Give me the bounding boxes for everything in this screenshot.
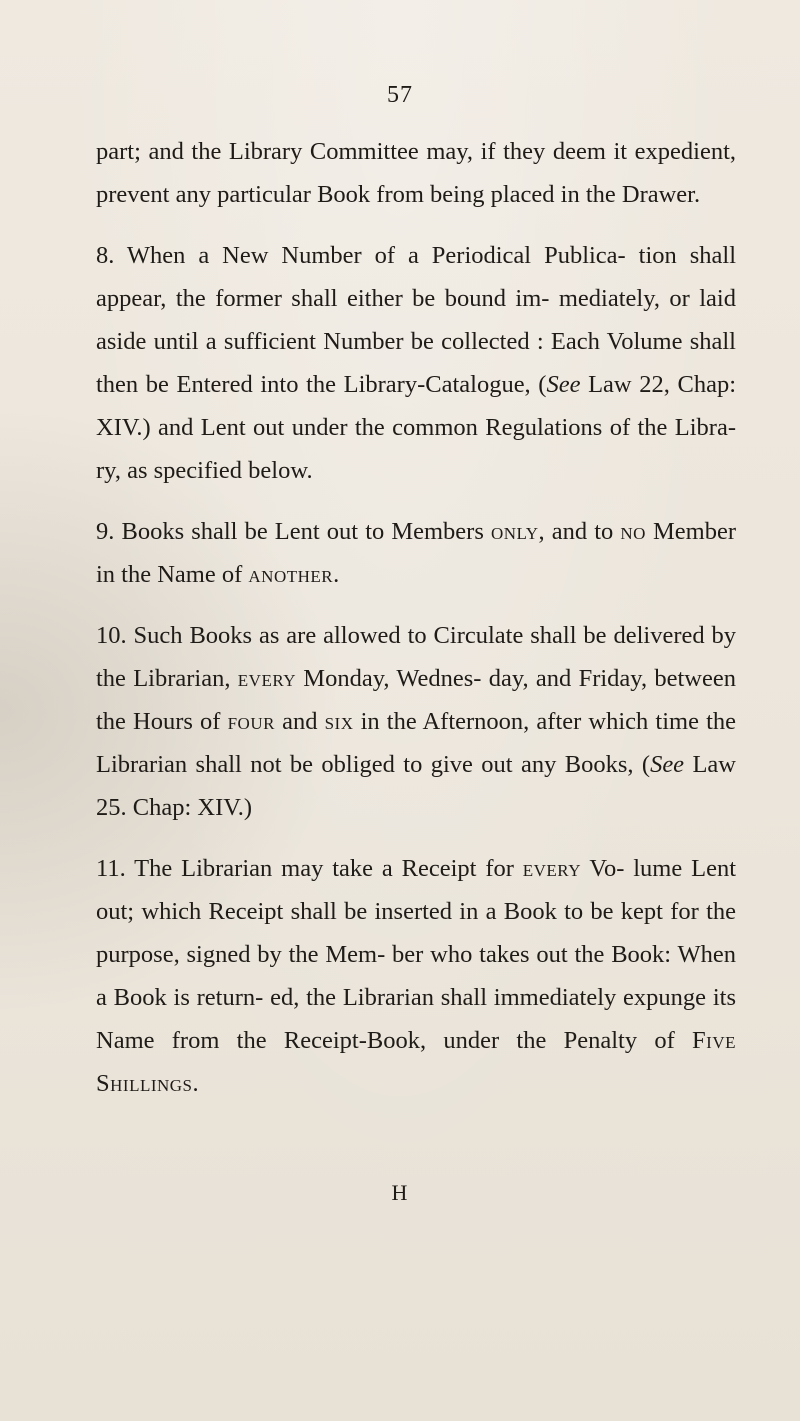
- emphasis-text: every: [237, 665, 297, 692]
- emphasis-text: six: [324, 708, 354, 735]
- emphasis-text: another: [248, 561, 334, 588]
- page-body: [96, 130, 736, 1123]
- see-reference: See: [650, 751, 685, 778]
- paragraph-text: Monday, Wednes- day, and Friday, between the Hours of: [96, 665, 736, 735]
- paragraph-text: .: [192, 1070, 199, 1097]
- paragraph-text: Law 25. Chap: XIV.): [96, 751, 736, 821]
- emphasis-text: four: [227, 708, 275, 735]
- paragraph-text: in the Afternoon, after which time the Librarian shall not be obliged to give out any Books, (: [96, 708, 736, 778]
- paragraph-text: Member in the Name of: [96, 518, 737, 588]
- paragraph-text: Vo- lume Lent out; which Receipt shall be inserted in a Book to be kept for the purpose, signed by the Mem- ber who takes out the Book: When a Book is return- ed, the Librarian shall immediately expunge its Name from the Receipt-Book, under the Penalty of: [96, 855, 737, 1054]
- emphasis-text: only: [490, 518, 539, 545]
- paragraph-9: [96, 510, 736, 596]
- signature-mark: H: [391, 1180, 409, 1205]
- page-number: 57: [387, 82, 413, 108]
- paragraph-number: 9.: [96, 518, 115, 545]
- paragraph-text: .: [333, 561, 340, 588]
- paragraph-number: 11.: [96, 855, 126, 882]
- paragraph-text: , and to: [538, 518, 621, 545]
- paragraph-text: Law 22, Chap: XIV.) and Lent out under the common Regulations of the Libra- ry, as specified below.: [96, 371, 736, 484]
- paragraph-7-continuation: [96, 130, 736, 216]
- paragraph-text: Such Books as are allowed to Circulate shall be delivered by the Librarian,: [96, 622, 737, 692]
- emphasis-text: Five Shillings: [96, 1027, 736, 1097]
- emphasis-text: every: [522, 855, 581, 882]
- paragraph-text: and: [274, 708, 325, 735]
- paragraph-11: [96, 847, 736, 1105]
- paragraph-10: [96, 614, 736, 829]
- paragraph-text: When a New Number of a Periodical Publica- tion shall appear, the former shall either be bound im- mediately, or laid aside until a sufficient Number be collected : Each Volume shall then be Entered into the Library-Catalogue, (: [96, 242, 737, 398]
- paragraph-number: 8.: [96, 242, 115, 269]
- paragraph-8: [96, 234, 736, 492]
- paragraph-text: part; and the Library Committee may, if they deem it expedient, prevent any particular Book from being placed in the Drawer.: [96, 138, 736, 208]
- paragraph-text: The Librarian may take a Receipt for: [134, 855, 523, 882]
- paragraph-number: 10.: [96, 622, 127, 649]
- emphasis-text: no: [620, 518, 646, 545]
- see-reference: See: [546, 371, 581, 398]
- paragraph-text: Books shall be Lent out to Members: [121, 518, 491, 545]
